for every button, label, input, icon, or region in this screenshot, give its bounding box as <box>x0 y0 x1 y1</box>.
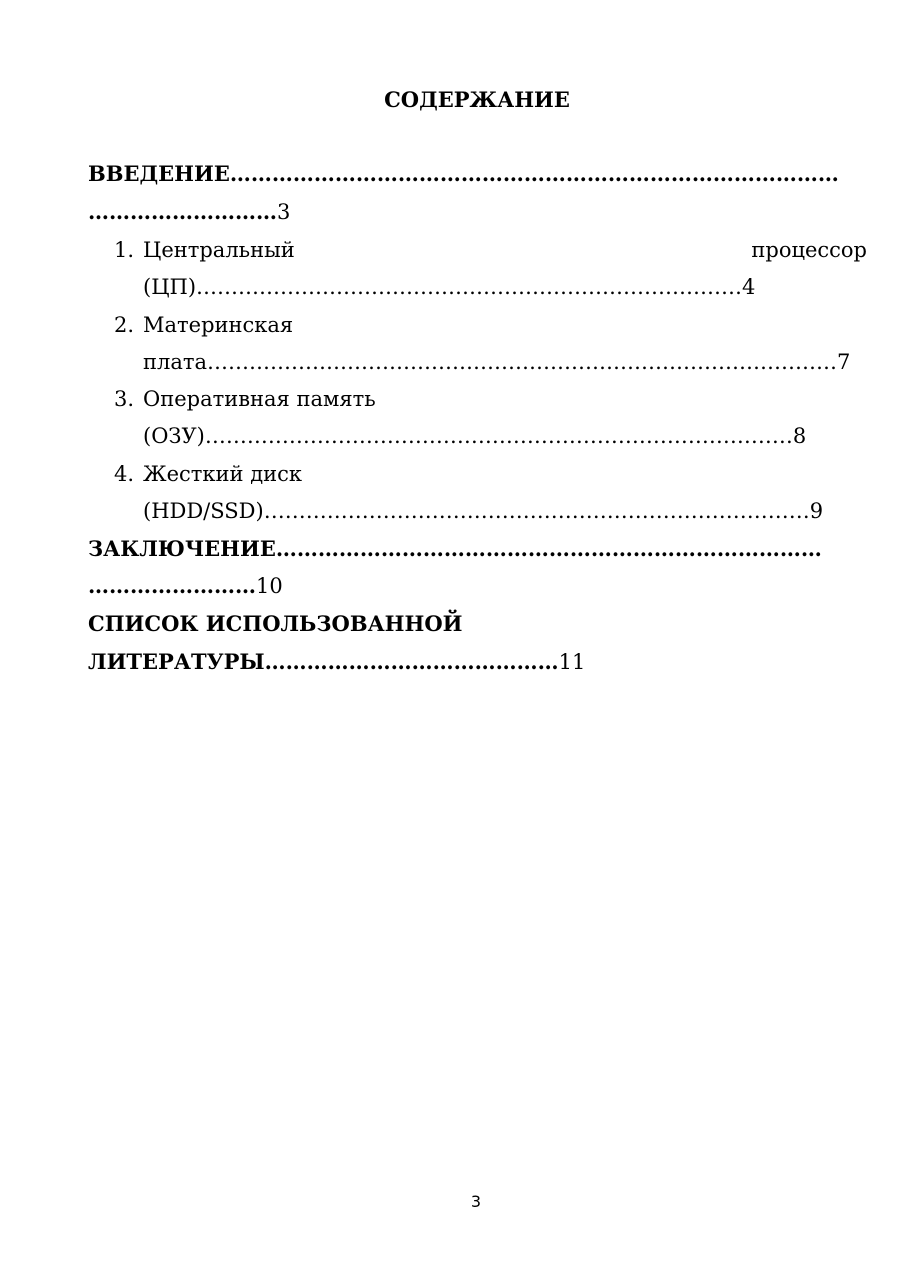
toc-item-3-title: Оперативная память <box>143 387 376 411</box>
toc-references-line2 <box>88 648 585 676</box>
toc-conclusion-page: 10 <box>256 574 283 598</box>
toc-item-2-title: Материнская <box>143 313 294 337</box>
toc-item-4-page: 9 <box>809 499 824 523</box>
toc-references-dots: ЛИТЕРАТУРЫ…………………………………… <box>88 649 559 674</box>
toc-item-4-line2 <box>143 497 823 525</box>
toc-intro-line2 <box>88 198 290 226</box>
toc-conclusion-line1: ЗАКЛЮЧЕНИЕ…………………………………………………………………… <box>88 536 822 561</box>
toc-conclusion-dots: …………………… <box>88 573 256 598</box>
toc-item-2-number: 2. <box>114 313 135 337</box>
toc-item-4-title: Жесткий диск <box>143 462 303 486</box>
page-title: СОДЕРЖАНИЕ <box>384 87 570 112</box>
page-number: 3 <box>470 1192 482 1211</box>
toc-item-1-dots: (ЦП)…………………………………………………………………… <box>143 275 743 299</box>
toc-references-page: 11 <box>558 650 586 674</box>
toc-item-4-number: 4. <box>114 462 135 486</box>
toc-item-1-title: Центральный <box>143 238 295 262</box>
toc-intro-line1: ВВЕДЕНИЕ…………………………………………………………………………… <box>88 161 839 186</box>
toc-conclusion-line2 <box>88 572 283 600</box>
toc-item-2-dots: плата……………………………………………………………………………… <box>143 350 837 374</box>
toc-references-line1: СПИСОК ИСПОЛЬЗОВАННОЙ <box>88 611 463 636</box>
toc-item-1-page: 4 <box>742 275 756 299</box>
toc-item-1-line2 <box>143 273 755 301</box>
toc-item-1-title-cont: процессор <box>751 238 867 262</box>
toc-item-3-line2 <box>143 422 806 450</box>
toc-intro-page: 3 <box>277 200 291 224</box>
toc-item-1-number: 1. <box>114 238 135 262</box>
toc-item-4-dots: (HDD/SSD)…………………………………………………………………… <box>143 499 810 523</box>
toc-item-3-dots: (ОЗУ)………………………………………………………………………… <box>143 424 793 448</box>
toc-item-3-page: 8 <box>792 424 807 448</box>
toc-item-2-line2 <box>143 348 850 376</box>
toc-item-2-page: 7 <box>837 350 851 374</box>
toc-intro-dots: ……………………… <box>88 199 277 224</box>
toc-item-3-number: 3. <box>114 387 135 411</box>
